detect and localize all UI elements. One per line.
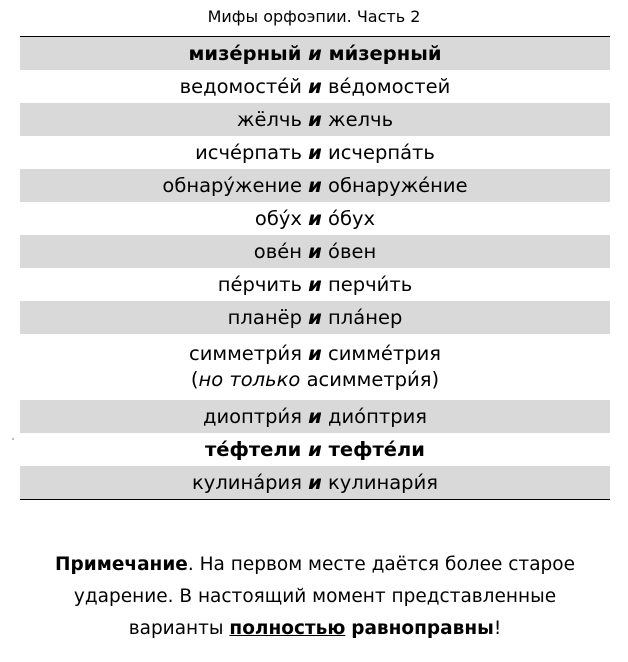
row-text: [237, 107, 393, 133]
conjunction: и: [308, 239, 322, 263]
word-b: исчерпа́ть: [328, 140, 435, 164]
footnote-text-2: ударение. В настоящий момент представленные: [73, 586, 557, 607]
row-text: [254, 239, 376, 265]
table-row: [20, 202, 610, 235]
table-row: [20, 400, 610, 433]
word-a: ове́н: [253, 239, 302, 263]
table-row: [20, 70, 610, 103]
conjunction: и: [308, 305, 322, 329]
row-text: [162, 173, 467, 199]
word-b: желчь: [328, 107, 394, 131]
footnote-emphasis-fully: полностью: [229, 618, 346, 639]
word-b: перчи́ть: [328, 272, 413, 296]
word-a: кулина́рия: [192, 470, 302, 494]
paren-open: (: [190, 368, 199, 391]
conjunction: и: [308, 41, 322, 65]
word-b: тефте́ли: [328, 437, 425, 461]
conjunction: и: [308, 437, 322, 461]
footnote-text-3: варианты: [128, 618, 230, 639]
table-row: [20, 433, 610, 466]
table-row: [20, 136, 610, 169]
word-a: симметри́я: [188, 342, 302, 365]
word-b: о́вен: [328, 239, 377, 263]
table-row: [20, 169, 610, 202]
conjunction: и: [308, 342, 322, 365]
row-text: [205, 437, 425, 463]
table-row: [20, 334, 610, 400]
exception-word: асимметри́я: [306, 368, 432, 391]
footnote-label: Примечание: [55, 554, 188, 575]
conjunction: и: [308, 140, 322, 164]
conjunction: и: [308, 470, 322, 494]
row-text: [195, 140, 435, 166]
table-row: [20, 268, 610, 301]
row-text: [218, 272, 412, 298]
word-a: обу́х: [254, 206, 302, 230]
stray-mark: [12, 438, 14, 440]
conjunction: и: [308, 173, 322, 197]
word-a: обнару́жение: [162, 173, 302, 197]
word-a: диоптри́я: [202, 404, 302, 428]
stress-table: [20, 36, 610, 500]
word-a: пе́рчить: [217, 272, 302, 296]
row-text: [192, 470, 438, 496]
row-text: [255, 206, 375, 232]
row-exception: [191, 367, 439, 393]
footnote-emphasis-equal: равноправны: [351, 618, 494, 639]
table-row: [20, 235, 610, 268]
word-a: те́фтели: [205, 437, 302, 461]
conjunction: и: [308, 272, 322, 296]
footnote: [20, 549, 610, 645]
exception-label: но только: [198, 368, 301, 391]
row-text: [189, 341, 441, 367]
table-row: [20, 37, 610, 70]
conjunction: и: [308, 74, 322, 98]
word-b: обнаруже́ние: [328, 173, 468, 197]
row-text: [203, 404, 427, 430]
table-row: [20, 103, 610, 136]
row-text: [180, 74, 451, 100]
table-row: [20, 466, 610, 499]
word-a: планёр: [227, 305, 302, 329]
word-b: кулинари́я: [328, 470, 438, 494]
word-b: ве́домостей: [328, 74, 451, 98]
conjunction: и: [308, 107, 322, 131]
footnote-text-1: . На первом месте даётся более старое: [187, 554, 575, 575]
word-b: пла́нер: [328, 305, 403, 329]
word-a: ведомосте́й: [179, 74, 302, 98]
conjunction: и: [308, 404, 322, 428]
row-text: [228, 305, 403, 331]
row-text: [188, 41, 441, 67]
word-b: о́бух: [328, 206, 376, 230]
word-b: дио́птрия: [328, 404, 428, 428]
paren-close: ): [431, 368, 440, 391]
word-a: исче́рпать: [195, 140, 302, 164]
table-row: [20, 301, 610, 334]
word-a: жёлчь: [236, 107, 302, 131]
conjunction: и: [308, 206, 322, 230]
word-b: ми́зерный: [328, 41, 442, 65]
word-a: мизе́рный: [188, 41, 302, 65]
footnote-end: !: [493, 618, 502, 639]
page-title: Мифы орфоэпии. Часть 2: [207, 7, 421, 26]
word-b: симме́трия: [328, 342, 441, 365]
